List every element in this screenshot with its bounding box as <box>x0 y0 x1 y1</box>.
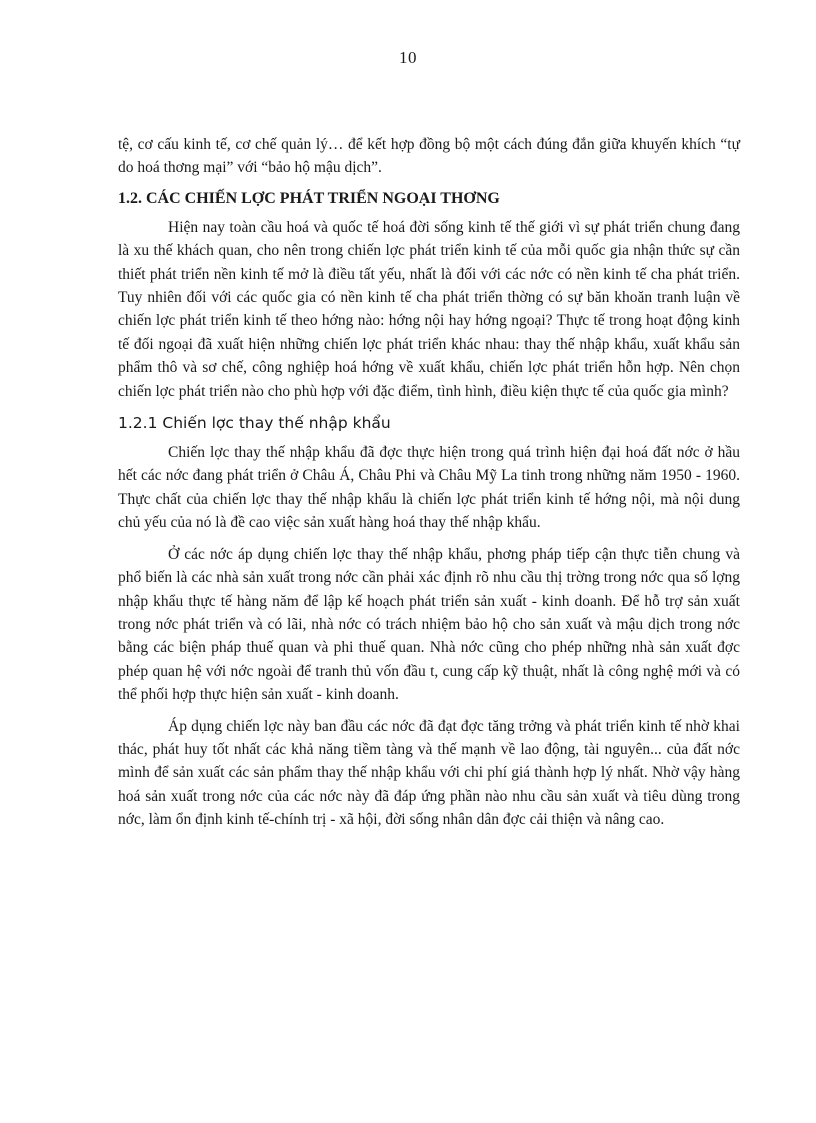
section-heading: 1.2. CÁC CHIẾN LỢC PHÁT TRIỂN NGOẠI THƠNG <box>118 189 500 207</box>
subsection-heading: 1.2.1 Chiến lợc thay thế nhập khẩu <box>118 414 391 433</box>
subsection-paragraph-2: Ở các nớc áp dụng chiến lợc thay thế nhập khẩu, phơng pháp tiếp cận thực tiễn chung và phổ biến là các nhà sản xuất trong nớc cần phải xác định rõ nhu cầu thị trờng trong nớc qua số lợng nhập khẩu thực tế hàng năm để lập kế hoạch phát triển sản xuất - kinh doanh. Để hỗ trợ sản xuất trong nớc phát triển và có lãi, nhà nớc có trách nhiệm bảo hộ cho sản xuất và mậu dịch trong nớc bằng các biện pháp thuế quan và phi thuế quan. Nhà nớc cũng cho phép những nhà sản xuất đợc phép quan hệ với nớc ngoài để tranh thủ vốn đầu t, cung cấp kỹ thuật, nhất là công nghệ mới và có thể phối hợp thực hiện sản xuất - kinh doanh. <box>118 545 740 704</box>
intro-paragraph: tệ, cơ cấu kinh tế, cơ chế quản lý… để kết hợp đồng bộ một cách đúng đắn giữa khuyến khích “tự do hoá thơng mại” với “bảo hộ mậu dịch”. <box>118 136 740 177</box>
page-number: 10 <box>399 48 417 67</box>
section-paragraph: Hiện nay toàn cầu hoá và quốc tế hoá đời sống kinh tế thế giới vì sự phát triển chung đang là xu thế khách quan, cho nên trong chiến lợc phát triển kinh tế của mỗi quốc gia nhận thức sự cần thiết phát triển nền kinh tế mở là điều tất yếu, nhất là đối với các nớc có nền kinh tế cha phát triển. Tuy nhiên đối với các quốc gia có nền kinh tế cha phát triển thờng có sự băn khoăn tranh luận về chiến lợc phát triển kinh tế theo hớng nào: hớng nội hay hớng ngoại? Thực tế trong hoạt động kinh tế đối ngoại đã xuất hiện những chiến lợc phát triển khác nhau: thay thế nhập khẩu, xuất khẩu sản phẩm thô và sơ chế, công nghiệp hoá hớng về xuất khẩu, chiến lợc phát triển hỗn hợp. Nên chọn chiến lợc phát triển nào cho phù hợp với đặc điểm, tình hình, điều kiện thực tế của quốc gia mình? <box>118 218 740 400</box>
subsection-paragraph-3: Áp dụng chiến lợc này ban đầu các nớc đã đạt đợc tăng trởng và phát triển kinh tế nhờ khai thác, phát huy tốt nhất các khả năng tiềm tàng và thế mạnh về lao động, tài nguyên... của đất nớc mình để sản xuất các sản phẩm thay thế nhập khẩu với chi phí giá thành hợp lý nhất. Nhờ vậy hàng hoá sản xuất trong nớc của các nớc này đã đáp ứng phần nào nhu cầu sản xuất và tiêu dùng trong nớc, làm ổn định kinh tế-chính trị - xã hội, đời sống nhân dân đợc cải thiện và nâng cao. <box>118 717 740 829</box>
subsection-paragraph-1: Chiến lợc thay thế nhập khẩu đã đợc thực hiện trong quá trình hiện đại hoá đất nớc ở hầu hết các nớc đang phát triển ở Châu Á, Châu Phi và Châu Mỹ La tinh trong những năm 1950 - 1960. Thực chất của chiến lợc thay thế nhập khẩu là chiến lợc phát triển kinh tế hớng nội, mà nội dung chủ yếu của nó là đề cao việc sản xuất hàng hoá thay thế nhập khẩu. <box>118 444 740 532</box>
document-body <box>118 133 740 840</box>
